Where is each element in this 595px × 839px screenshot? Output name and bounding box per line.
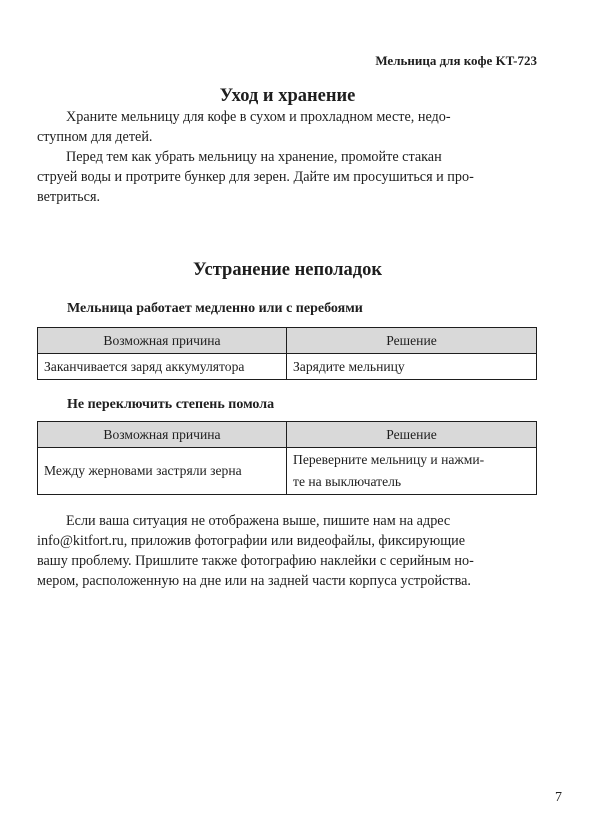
care-paragraph-2	[37, 147, 542, 207]
problem-1-heading: Мельница работает медленно или с перебоями	[67, 301, 363, 316]
text-line: info@kitfort.ru, приложив фотографии или видеофайлы, фиксирующие	[37, 533, 466, 549]
table-row	[38, 354, 537, 380]
text-line: Храните мельницу для кофе в сухом и прохладном месте, недо-	[66, 109, 451, 125]
solution-line: те на выключатель	[293, 474, 402, 489]
problem-2-heading: Не переключить степень помола	[67, 397, 275, 412]
column-header-cause: Возможная причина	[38, 328, 287, 354]
cause-cell: Между жерновами застряли зерна	[38, 448, 287, 495]
column-header-solution: Решение	[287, 422, 537, 448]
text-line: Перед тем как убрать мельницу на хранение, промойте стакан	[66, 149, 442, 165]
running-header: Мельница для кофе KT-723	[375, 53, 537, 68]
text-line: ветриться.	[37, 189, 101, 205]
section-title-troubleshooting: Устранение неполадок	[192, 260, 383, 280]
solution-cell: Зарядите мельницу	[287, 354, 537, 380]
care-paragraph-1	[37, 107, 542, 147]
text-line: Если ваша ситуация не отображена выше, пишите нам на адрес	[66, 513, 451, 529]
table-header-row	[38, 422, 537, 448]
column-header-solution: Решение	[287, 328, 537, 354]
solution-line: Переверните мельницу и нажми-	[293, 452, 485, 467]
table-header-row	[38, 328, 537, 354]
column-header-cause: Возможная причина	[38, 422, 287, 448]
section-title-care: Уход и хранение	[219, 86, 356, 106]
text-line: ступном для детей.	[37, 129, 153, 145]
table-row	[38, 448, 537, 495]
solution-cell	[287, 448, 537, 495]
cause-cell: Заканчивается заряд аккумулятора	[38, 354, 287, 380]
page-number: 7	[555, 790, 562, 805]
text-line: струей воды и протрите бункер для зерен. Дайте им просушиться и про-	[37, 169, 474, 185]
problem-1-table	[37, 327, 537, 380]
text-line: вашу проблему. Пришлите также фотографию наклейки с серийным но-	[37, 553, 474, 569]
contact-paragraph	[37, 511, 542, 591]
problem-2-table	[37, 421, 537, 495]
text-line: мером, расположенную на дне или на задней части корпуса устройства.	[37, 573, 471, 589]
